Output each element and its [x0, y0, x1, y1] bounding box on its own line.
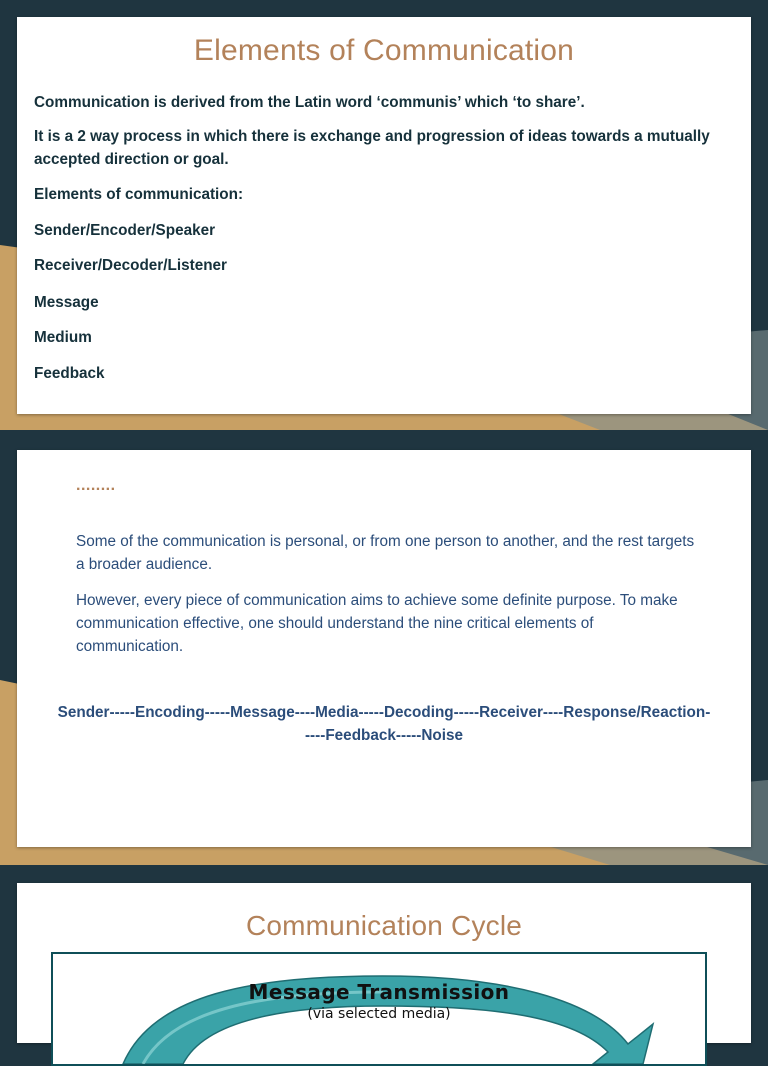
paragraph-personal-broad: Some of the communication is personal, or from one person to another, and the rest targets a broader audience. — [76, 533, 695, 573]
list-item-medium: Medium — [34, 329, 92, 346]
diagram-subtitle: (via selected media) — [307, 1006, 451, 1022]
list-item-feedback: Feedback — [34, 365, 105, 382]
slide-communication-cycle — [17, 883, 751, 1043]
paragraph-elements-heading: Elements of communication: — [34, 186, 244, 203]
communication-cycle-diagram — [51, 952, 707, 1066]
slide-communication-details — [17, 450, 751, 847]
list-item-message: Message — [34, 294, 99, 311]
paragraph-latin-origin: Communication is derived from the Latin word ‘communis’ which ‘to share’. — [34, 94, 585, 111]
list-item-sender: Sender/Encoder/Speaker — [34, 222, 216, 239]
slide-title: Communication Cycle — [245, 910, 523, 941]
dots-heading: ........ — [76, 477, 116, 494]
list-item-receiver: Receiver/Decoder/Listener — [34, 257, 228, 274]
elements-chain: Sender-----Encoding-----Message----Media-----Decoding-----Receiver----Response/Reaction-----Feedback-----Noise — [57, 704, 711, 744]
slide-title: Elements of Communication — [193, 34, 575, 67]
diagram-title: Message Transmission — [248, 980, 510, 1004]
paragraph-definite-purpose: However, every piece of communication aims to achieve some definite purpose. To make communication effective, one should understand the nine critical elements of communication. — [76, 592, 678, 655]
paragraph-two-way-process: It is a 2 way process in which there is exchange and progression of ideas towards a mutually accepted direction or goal. — [34, 128, 710, 168]
slide-elements-of-communication — [17, 17, 751, 414]
